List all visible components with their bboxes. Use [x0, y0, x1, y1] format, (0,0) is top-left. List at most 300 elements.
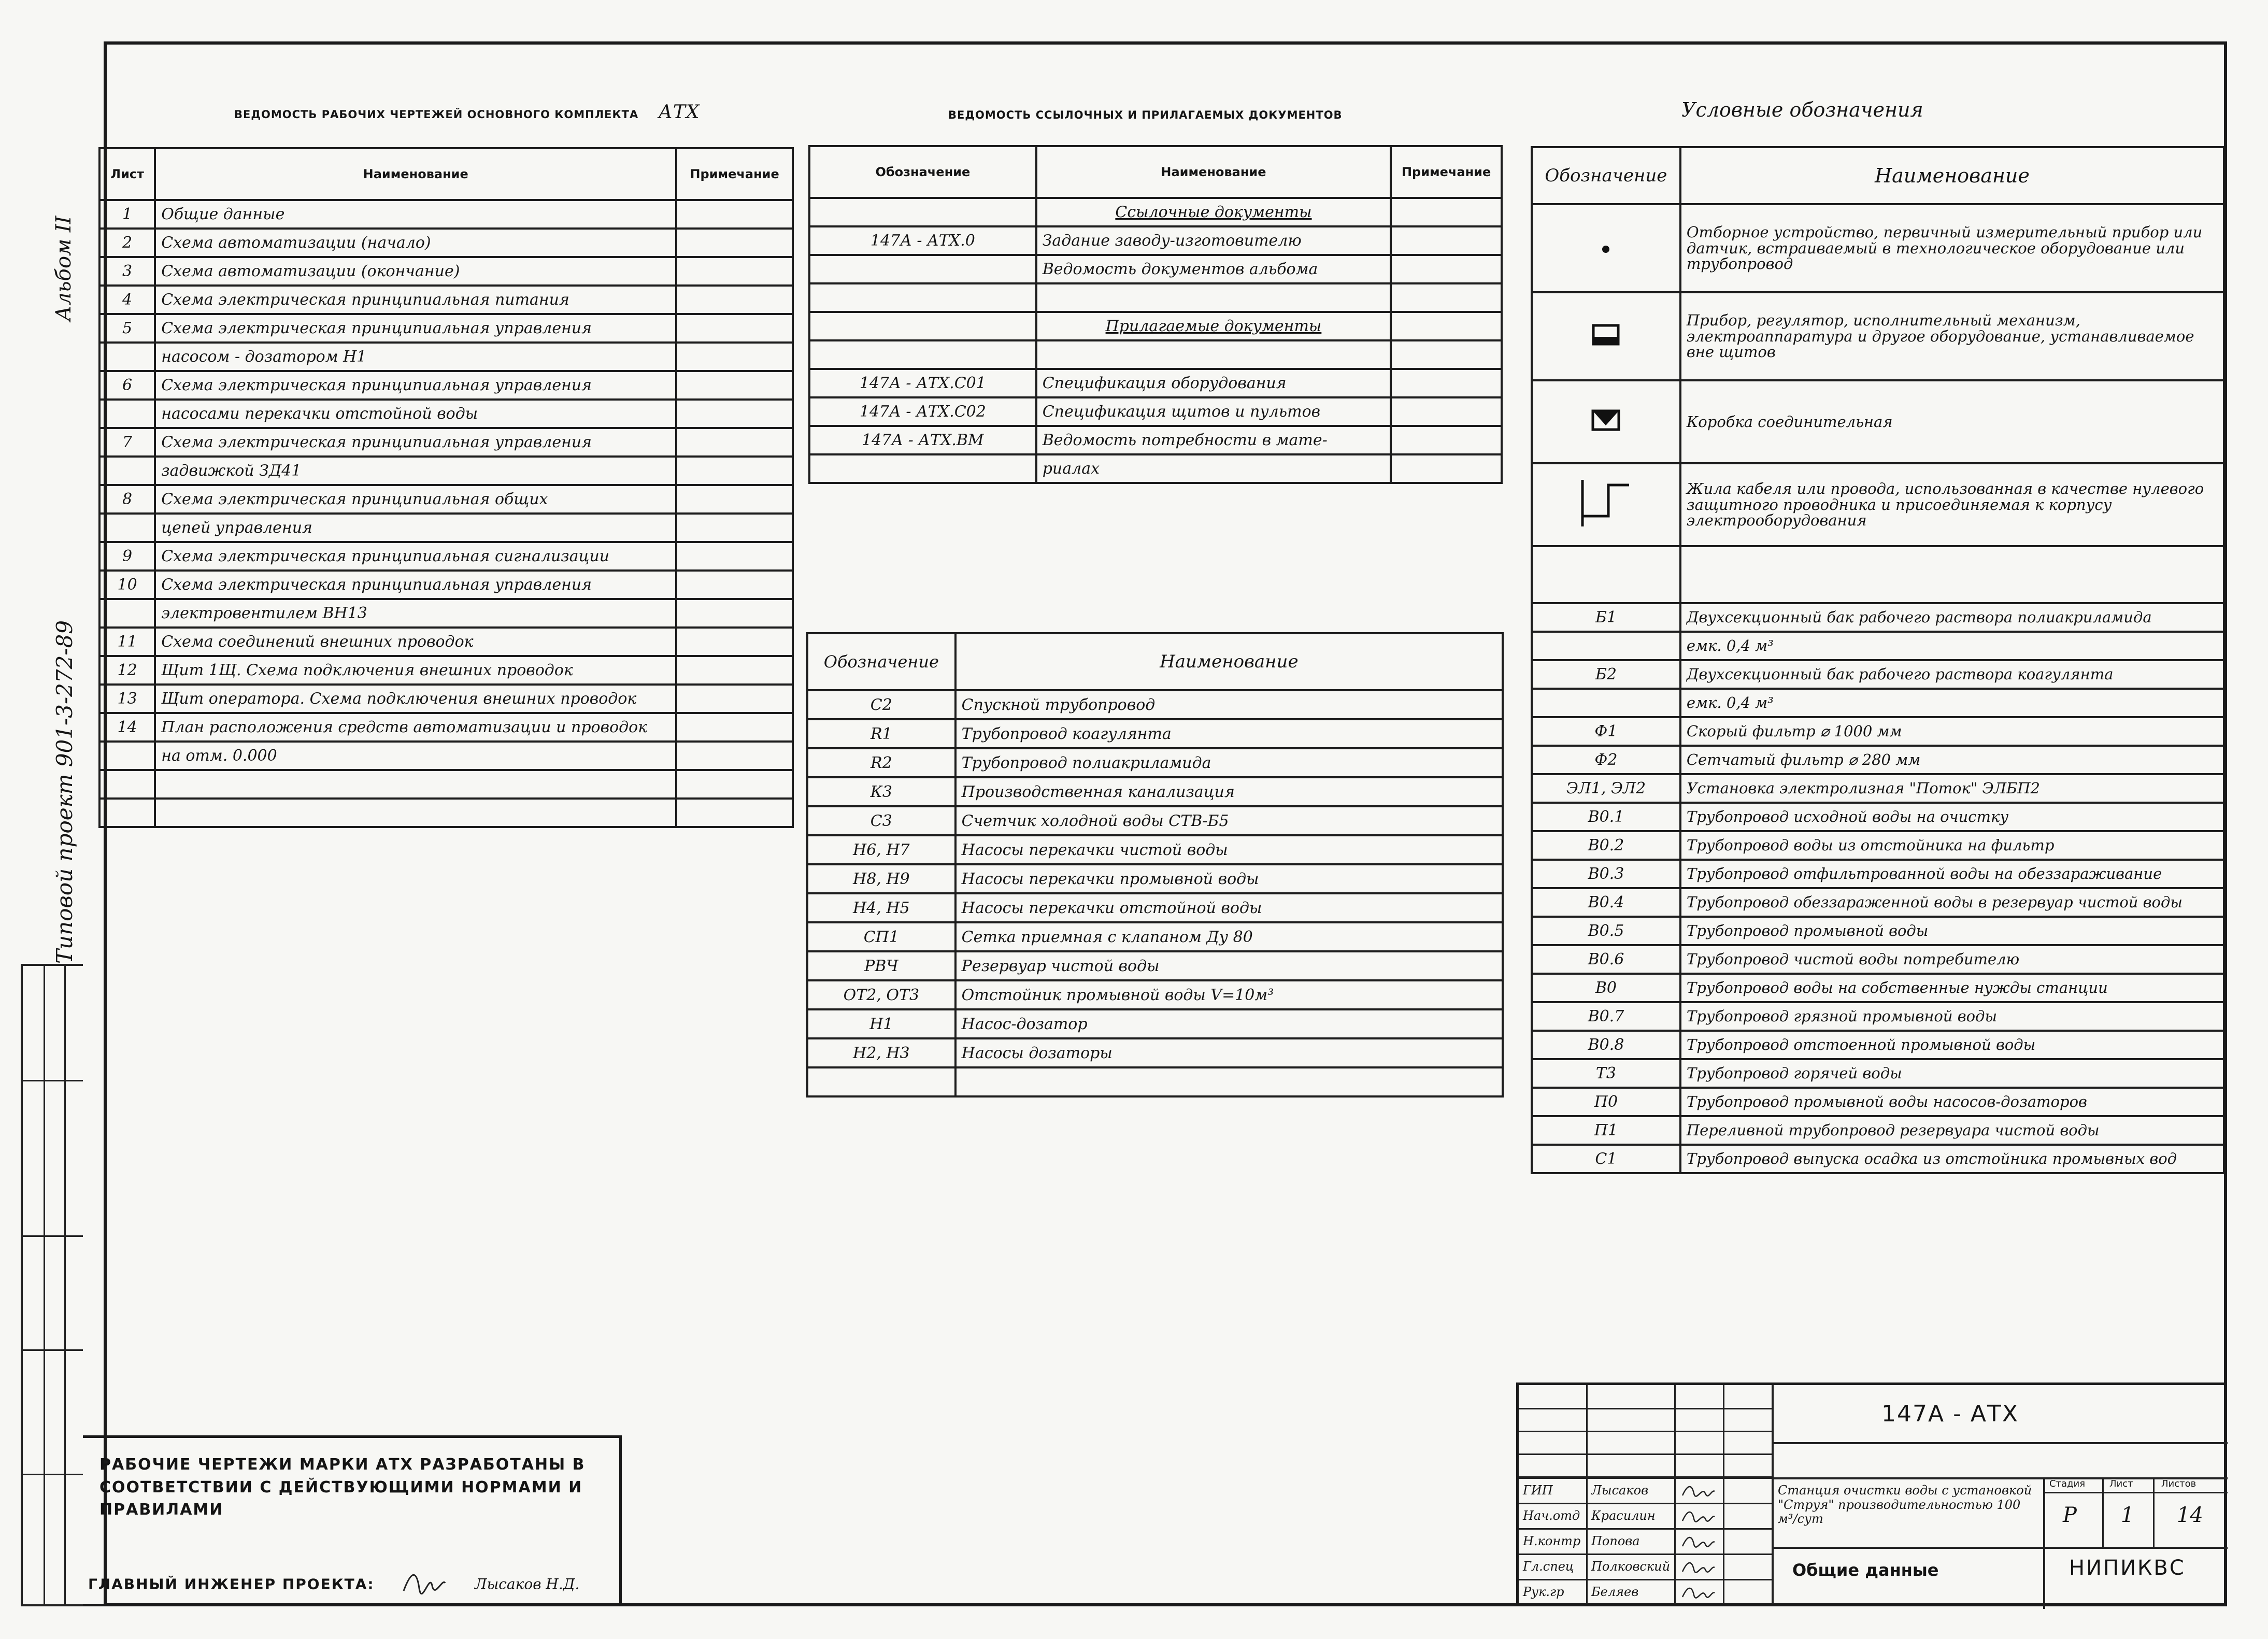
table-row [809, 397, 1502, 426]
designation-cell: Н1 [807, 1009, 955, 1038]
legend-symbol-row [1532, 380, 2224, 463]
designation-cell: В0.4 [1532, 888, 1680, 917]
name-cell [1036, 283, 1391, 312]
designation-cell: В0.7 [1532, 1002, 1680, 1031]
sheet-name-cell: Щит оператора. Схема подключения внешних проводок [155, 685, 676, 713]
sheet-number-cell: 11 [99, 628, 155, 656]
compliance-note-box [83, 1435, 622, 1606]
name-cell: Спецификация щитов и пультов [1036, 397, 1391, 426]
sheet-name-cell: насосом - дозатором Н1 [155, 343, 676, 371]
person-name: Лысаков [1591, 1483, 1649, 1498]
designation-cell [807, 1067, 955, 1096]
name-cell: Двухсекционный бак рабочего раствора полиакриламида [1680, 603, 2224, 632]
designation-cell [1532, 632, 1680, 660]
name-cell: Двухсекционный бак рабочего раствора коагулянта [1680, 660, 2224, 689]
name-cell: Отстойник промывной воды V=10м³ [955, 980, 1503, 1009]
designation-cell: R2 [807, 748, 955, 777]
sheets-table [98, 147, 794, 828]
sheet-note-cell [676, 457, 793, 485]
table-row [99, 343, 793, 371]
organization: НИПИКВС [2069, 1556, 2186, 1580]
table-row [807, 922, 1503, 951]
project-label: Типовой проект 901-3-272-89 [52, 620, 77, 964]
table-row [1532, 660, 2224, 689]
sheet-number-cell: 7 [99, 428, 155, 457]
person-name: Красилин [1591, 1508, 1656, 1523]
sheet-number-cell [99, 799, 155, 827]
table-row [1532, 974, 2224, 1002]
sheet-name-cell: Схема электрическая принципиальная сигнализации [155, 542, 676, 571]
sheet-title: Общие данные [1792, 1560, 1939, 1580]
sheet-name-cell: насосами перекачки отстойной воды [155, 400, 676, 428]
left-binding-strip [21, 964, 83, 1606]
name-cell: Трубопровод отфильтрованной воды на обеззараживание [1680, 860, 2224, 888]
table-row [1532, 1002, 2224, 1031]
table-row [807, 719, 1503, 748]
approval-row [1519, 1528, 1772, 1554]
designation-cell [809, 255, 1036, 283]
table-row [807, 748, 1503, 777]
designation-cell: С1 [1532, 1145, 1680, 1173]
designation-cell: 147А - АТХ.С01 [809, 369, 1036, 397]
name-cell: Трубопровод промывной воды насосов-дозаторов [1680, 1088, 2224, 1116]
table-row [1532, 717, 2224, 746]
designation-cell: Н4, Н5 [807, 893, 955, 922]
dot-icon [1602, 239, 1609, 257]
signature-icon [1680, 1507, 1717, 1528]
table-row [99, 571, 793, 599]
designation-cell: ЭЛ1, ЭЛ2 [1532, 774, 1680, 803]
sheet-name-cell: Схема электрическая принципиальная управления [155, 314, 676, 343]
table-row [99, 542, 793, 571]
title-block [1516, 1383, 2227, 1606]
designation-cell: ОТ2, ОТ3 [807, 980, 955, 1009]
name-cell: Насосы перекачки чистой воды [955, 835, 1503, 864]
table-row [1532, 860, 2224, 888]
name-cell: Трубопровод воды на собственные нужды станции [1680, 974, 2224, 1002]
table-row [1532, 945, 2224, 974]
designation-cell: Ф2 [1532, 746, 1680, 774]
designation-cell: С3 [807, 806, 955, 835]
signature-icon [1680, 1584, 1717, 1604]
designation-cell: В0.6 [1532, 945, 1680, 974]
name-cell: Насос-дозатор [955, 1009, 1503, 1038]
table-row [99, 599, 793, 628]
table-row [809, 226, 1502, 255]
note-cell [1391, 369, 1502, 397]
table-row [99, 257, 793, 286]
role-label: Н.контр [1523, 1534, 1581, 1548]
sheet-note-cell [676, 514, 793, 542]
name-cell: Насосы дозаторы [955, 1038, 1503, 1067]
name-cell: Насосы перекачки отстойной воды [955, 893, 1503, 922]
note-cell [1391, 226, 1502, 255]
legend-table [1531, 146, 2225, 1174]
symbol-cell [1532, 380, 1680, 463]
legend-symbol-row [1532, 292, 2224, 380]
table-row [807, 690, 1503, 719]
table-row [99, 229, 793, 257]
name-cell [1036, 340, 1391, 369]
table-row [1532, 831, 2224, 860]
sheet-note-cell [676, 485, 793, 514]
table-row [1532, 1059, 2224, 1088]
sheet-name-cell: Схема электрическая принципиальная управления [155, 571, 676, 599]
designation-cell: В0.1 [1532, 803, 1680, 831]
table-row [99, 713, 793, 742]
designation-cell: П1 [1532, 1116, 1680, 1145]
sheets-list-header: ВЕДОМОСТЬ РАБОЧИХ ЧЕРТЕЖЕЙ ОСНОВНОГО КОМПЛЕКТА АТХ [234, 102, 700, 123]
symbol-description [1680, 546, 2224, 603]
note-cell [1391, 198, 1502, 226]
designation-cell [809, 198, 1036, 226]
table-row [809, 283, 1502, 312]
legend-header: Условные обозначения [1681, 98, 1923, 121]
designation-cell: В0 [1532, 974, 1680, 1002]
table-row [99, 628, 793, 656]
designation-cell [1532, 689, 1680, 717]
sheet-name-cell: Схема электрическая принципиальная питания [155, 286, 676, 314]
designation-cell: В0.5 [1532, 917, 1680, 945]
name-cell: Переливной трубопровод резервуара чистой воды [1680, 1116, 2224, 1145]
sheet-number-cell [99, 742, 155, 770]
table-row [809, 426, 1502, 454]
name-cell: Спецификация оборудования [1036, 369, 1391, 397]
stage-label: Стадия [2049, 1478, 2086, 1489]
table-row [807, 806, 1503, 835]
name-cell: Производственная канализация [955, 777, 1503, 806]
designation-cell: В0.3 [1532, 860, 1680, 888]
table-row [1532, 746, 2224, 774]
designation-cell: 147А - АТХ.0 [809, 226, 1036, 255]
table-row [99, 314, 793, 343]
sheet-number-cell [99, 343, 155, 371]
designation-cell [809, 312, 1036, 340]
sheet-name-cell: цепей управления [155, 514, 676, 542]
signature-icon [401, 1567, 448, 1602]
name-cell: Трубопровод выпуска осадка из отстойника промывных вод [1680, 1145, 2224, 1173]
col-name: Наименование [155, 148, 676, 200]
col-name: Наименование [1680, 147, 2224, 204]
sheet-note-cell [676, 770, 793, 799]
table-row [99, 400, 793, 428]
sheet-note-cell [676, 343, 793, 371]
table-row [809, 312, 1502, 340]
designation-cell: Н2, Н3 [807, 1038, 955, 1067]
name-cell: Сетка приемная с клапаном Ду 80 [955, 922, 1503, 951]
stage-value: Р [2063, 1503, 2077, 1527]
name-cell: Ведомость документов альбома [1036, 255, 1391, 283]
table-row [99, 514, 793, 542]
sheet-note-cell [676, 742, 793, 770]
sheet-note-cell [676, 400, 793, 428]
sheet-name-cell: Общие данные [155, 200, 676, 229]
chief-engineer-name: Лысаков Н.Д. [475, 1575, 580, 1593]
symbol-description: Жила кабеля или провода, использованная в качестве нулевого защитного проводника и присоединяемая к корпусу электрооборудования [1680, 463, 2224, 546]
col-sheet: Лист [99, 148, 155, 200]
sheet-note-cell [676, 713, 793, 742]
legend-symbol-row [1532, 546, 2224, 603]
table-row [809, 198, 1502, 226]
pipes-table [806, 632, 1504, 1098]
designation-cell: Т3 [1532, 1059, 1680, 1088]
name-cell: риалах [1036, 454, 1391, 483]
table-row [1532, 603, 2224, 632]
ground-wire-icon [1577, 518, 1634, 536]
table-row [1532, 803, 2224, 831]
name-cell: Трубопровод отстоенной промывной воды [1680, 1031, 2224, 1059]
sheet-note-cell [676, 599, 793, 628]
designation-cell: Ф1 [1532, 717, 1680, 746]
sheet-number-cell: 9 [99, 542, 155, 571]
sheet-name-cell: Схема автоматизации (окончание) [155, 257, 676, 286]
table-row [99, 770, 793, 799]
sheet-name-cell: Схема электрическая принципиальная общих [155, 485, 676, 514]
name-cell: Задание заводу-изготовителю [1036, 226, 1391, 255]
name-cell [955, 1067, 1503, 1096]
table-row [99, 428, 793, 457]
name-cell: Резервуар чистой воды [955, 951, 1503, 980]
table-row [99, 485, 793, 514]
legend-symbol-row [1532, 204, 2224, 292]
sheet-name-cell: Схема автоматизации (начало) [155, 229, 676, 257]
table-row [807, 1009, 1503, 1038]
designation-cell: 147А - АТХ.С02 [809, 397, 1036, 426]
person-name: Беляев [1591, 1585, 1639, 1599]
sheet-note-cell [676, 685, 793, 713]
sheet-name-cell: Щит 1Щ. Схема подключения внешних проводок [155, 656, 676, 685]
table-row [1532, 774, 2224, 803]
name-cell: Скорый фильтр ⌀ 1000 мм [1680, 717, 2224, 746]
sheet-name-cell: Схема электрическая принципиальная управления [155, 371, 676, 400]
role-label: Гл.спец [1523, 1559, 1574, 1574]
person-name: Полковский [1591, 1559, 1671, 1574]
designation-cell [809, 454, 1036, 483]
sheet-note-cell [676, 371, 793, 400]
sheet-number-cell: 1 [99, 200, 155, 229]
designation-cell: Б1 [1532, 603, 1680, 632]
instrument-box-icon [1591, 332, 1620, 350]
symbol-cell [1532, 463, 1680, 546]
sheet-value: 1 [2121, 1503, 2134, 1527]
table-row [99, 286, 793, 314]
sheet-name-cell: Схема соединений внешних проводок [155, 628, 676, 656]
sheet-note-cell [676, 286, 793, 314]
name-cell: емк. 0,4 м³ [1680, 632, 2224, 660]
name-cell: Насосы перекачки промывной воды [955, 864, 1503, 893]
note-cell [1391, 426, 1502, 454]
approval-row [1519, 1554, 1772, 1579]
sheet-name-cell: на отм. 0.000 [155, 742, 676, 770]
refs-table [808, 145, 1503, 484]
approvals-list [1519, 1477, 1772, 1604]
signature-icon [1680, 1533, 1717, 1554]
table-row [809, 255, 1502, 283]
table-row [99, 656, 793, 685]
name-cell: Трубопровод обеззараженной воды в резервуар чистой воды [1680, 888, 2224, 917]
table-row [807, 835, 1503, 864]
approval-row [1519, 1503, 1772, 1528]
sheet-name-cell: электровентилем ВН13 [155, 599, 676, 628]
sheet-label: Лист [2109, 1478, 2133, 1489]
sheet-name-cell: Схема электрическая принципиальная управления [155, 428, 676, 457]
designation-cell: РВЧ [807, 951, 955, 980]
chief-engineer-line [88, 1567, 579, 1602]
name-cell: Ведомость потребности в мате- [1036, 426, 1391, 454]
table-row [807, 951, 1503, 980]
sheet-number-cell [99, 514, 155, 542]
table-row [807, 893, 1503, 922]
designation-cell: СП1 [807, 922, 955, 951]
table-row [1532, 888, 2224, 917]
table-row [1532, 632, 2224, 660]
sheet-number-cell: 2 [99, 229, 155, 257]
table-row [99, 371, 793, 400]
sheet-note-cell [676, 428, 793, 457]
designation-cell [809, 340, 1036, 369]
signature-icon [1680, 1558, 1717, 1579]
note-cell [1391, 255, 1502, 283]
sheet-note-cell [676, 571, 793, 599]
sheet-number-cell: 6 [99, 371, 155, 400]
note-cell [1391, 340, 1502, 369]
note-cell [1391, 397, 1502, 426]
sheet-note-cell [676, 628, 793, 656]
legend-symbol-row [1532, 463, 2224, 546]
table-row [1532, 1116, 2224, 1145]
table-row [807, 864, 1503, 893]
sheet-number-cell: 5 [99, 314, 155, 343]
role-label: ГИП [1523, 1483, 1553, 1498]
designation-cell: Н6, Н7 [807, 835, 955, 864]
name-cell: Трубопровод полиакриламида [955, 748, 1503, 777]
sheet-name-cell: задвижкой ЗД41 [155, 457, 676, 485]
sheet-number-cell [99, 400, 155, 428]
name-cell: Трубопровод чистой воды потребителю [1680, 945, 2224, 974]
table-row [809, 369, 1502, 397]
table-row [809, 454, 1502, 483]
sheet-note-cell [676, 314, 793, 343]
name-cell: Трубопровод исходной воды на очистку [1680, 803, 2224, 831]
sheet-name-cell: План расположения средств автоматизации и проводок [155, 713, 676, 742]
sheet-note-cell [676, 229, 793, 257]
sheet-number-cell [99, 457, 155, 485]
table-row [807, 1038, 1503, 1067]
table-row [99, 742, 793, 770]
table-row [99, 685, 793, 713]
note-cell [1391, 454, 1502, 483]
symbol-cell [1532, 546, 1680, 603]
sheets-label: Листов [2161, 1478, 2196, 1489]
table-row [809, 340, 1502, 369]
col-name: Наименование [1036, 146, 1391, 198]
note-cell [1391, 312, 1502, 340]
sheet-number-cell [99, 770, 155, 799]
name-cell: Счетчик холодной воды СТВ-Б5 [955, 806, 1503, 835]
drawing-code: 147А - АТХ [1881, 1401, 2019, 1427]
designation-cell: В0.8 [1532, 1031, 1680, 1059]
name-cell: Трубопровод промывной воды [1680, 917, 2224, 945]
designation-cell: К3 [807, 777, 955, 806]
refs-list-header: ВЕДОМОСТЬ ССЫЛОЧНЫХ И ПРИЛАГАЕМЫХ ДОКУМЕНТОВ [948, 109, 1343, 121]
role-label: Нач.отд [1523, 1508, 1580, 1523]
compliance-note: РАБОЧИЕ ЧЕРТЕЖИ МАРКИ АТХ РАЗРАБОТАНЫ В СООТВЕТСТВИИ С ДЕЙСТВУЮЩИМИ НОРМАМИ И ПРАВИЛАМИ [99, 1456, 586, 1519]
table-row [1532, 1088, 2224, 1116]
col-name: Наименование [955, 633, 1503, 690]
chief-engineer-label: ГЛАВНЫЙ ИНЖЕНЕР ПРОЕКТА: [88, 1575, 375, 1593]
designation-cell [809, 283, 1036, 312]
sheet-number-cell: 8 [99, 485, 155, 514]
table-row [99, 457, 793, 485]
table-row [807, 980, 1503, 1009]
sheet-number-cell: 10 [99, 571, 155, 599]
designation-cell: С2 [807, 690, 955, 719]
symbol-description: Прибор, регулятор, исполнительный механизм, электроаппаратура и другое оборудование, устанавливаемое вне щитов [1680, 292, 2224, 380]
col-note: Примечание [676, 148, 793, 200]
table-row [1532, 1031, 2224, 1059]
table-row [1532, 917, 2224, 945]
symbol-cell [1532, 292, 1680, 380]
table-row [1532, 689, 2224, 717]
sheet-number-cell: 14 [99, 713, 155, 742]
designation-cell: Н8, Н9 [807, 864, 955, 893]
note-cell [1391, 283, 1502, 312]
symbol-description: Отборное устройство, первичный измерительный прибор или датчик, встраиваемый в технологическое оборудование или трубопровод [1680, 204, 2224, 292]
col-designation: Обозначение [809, 146, 1036, 198]
sheet-name-cell [155, 770, 676, 799]
designation-cell: R1 [807, 719, 955, 748]
table-row [1532, 1145, 2224, 1173]
table-row [807, 777, 1503, 806]
name-cell: емк. 0,4 м³ [1680, 689, 2224, 717]
name-cell: Прилагаемые документы [1036, 312, 1391, 340]
sheet-note-cell [676, 656, 793, 685]
sheet-note-cell [676, 257, 793, 286]
table-row [99, 799, 793, 827]
col-note: Примечание [1391, 146, 1502, 198]
project-name: Станция очистки воды с установкой "Струя" производительностью 100 м³/сут [1778, 1483, 2032, 1527]
col-designation: Обозначение [807, 633, 955, 690]
designation-cell: П0 [1532, 1088, 1680, 1116]
table-row [807, 1067, 1503, 1096]
sheets-value: 14 [2177, 1503, 2203, 1527]
approval-row [1519, 1579, 1772, 1604]
sheet-number-cell [99, 599, 155, 628]
name-cell: Ссылочные документы [1036, 198, 1391, 226]
album-label: Альбом II [52, 216, 76, 321]
signature-icon [1680, 1482, 1717, 1503]
designation-cell: В0.2 [1532, 831, 1680, 860]
role-label: Рук.гр [1523, 1585, 1564, 1599]
name-cell: Трубопровод коагулянта [955, 719, 1503, 748]
designation-cell: Б2 [1532, 660, 1680, 689]
name-cell: Трубопровод горячей воды [1680, 1059, 2224, 1088]
designation-cell: 147А - АТХ.ВМ [809, 426, 1036, 454]
col-designation: Обозначение [1532, 147, 1680, 204]
name-cell: Трубопровод грязной промывной воды [1680, 1002, 2224, 1031]
junction-box-icon [1591, 418, 1621, 436]
sheet-note-cell [676, 799, 793, 827]
name-cell: Сетчатый фильтр ⌀ 280 мм [1680, 746, 2224, 774]
symbol-cell [1532, 204, 1680, 292]
sheet-number-cell: 3 [99, 257, 155, 286]
name-cell: Установка электролизная "Поток" ЭЛБП2 [1680, 774, 2224, 803]
sheet-name-cell [155, 799, 676, 827]
name-cell: Трубопровод воды из отстойника на фильтр [1680, 831, 2224, 860]
name-cell: Спускной трубопровод [955, 690, 1503, 719]
sheet-number-cell: 12 [99, 656, 155, 685]
table-row [99, 200, 793, 229]
